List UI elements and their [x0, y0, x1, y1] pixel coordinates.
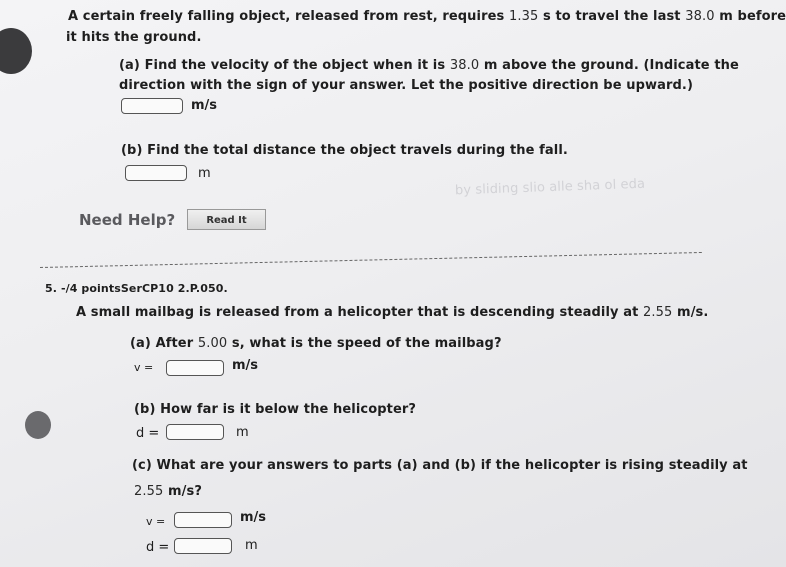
problem4-intro-line2: it hits the ground.	[66, 30, 202, 45]
problem5-part-b: (b) How far is it below the helicopter?	[134, 402, 417, 417]
problem5-part-a: (a) After 5.00 s, what is the speed of the mailbag?	[130, 336, 502, 351]
problem5-header: 5. -/4 pointsSerCP10 2.P.050.	[45, 282, 228, 295]
answer-5c-d-input[interactable]	[174, 538, 232, 554]
problem5-part-c-line2: 2.55 m/s?	[134, 484, 202, 499]
answer-4a-input[interactable]	[121, 98, 183, 114]
binder-hole-bottom	[25, 411, 51, 439]
answer-5c-v-var: v =	[146, 515, 166, 528]
answer-5b-input[interactable]	[166, 424, 224, 440]
answer-5b-unit: m	[236, 425, 249, 440]
problem4-intro-line1: A certain freely falling object, released from rest, requires 1.35 s to travel the last 38.0 m before	[68, 9, 786, 24]
bleed-through-text: by sliding slio alle sha ol eda	[454, 176, 646, 199]
problem4-part-a: (a) Find the velocity of the object when it is 38.0 m above the ground. (Indicate the	[119, 58, 739, 73]
problem5-intro: A small mailbag is released from a helicopter that is descending steadily at 2.55 m/s.	[76, 305, 709, 320]
answer-5c-d-var: d =	[146, 540, 170, 555]
answer-4b-input[interactable]	[125, 165, 187, 181]
problem5-part-c: (c) What are your answers to parts (a) and (b) if the helicopter is rising steadily at	[132, 458, 748, 473]
problem4-part-a-line2: direction with the sign of your answer. Let the positive direction be upward.)	[119, 78, 693, 93]
answer-5a-input[interactable]	[166, 360, 224, 376]
answer-5b-var: d =	[136, 426, 160, 441]
question-separator	[40, 252, 702, 268]
answer-5a-var: v =	[134, 361, 154, 374]
answer-5c-d-unit: m	[245, 538, 258, 553]
answer-4a-unit: m/s	[191, 98, 218, 113]
read-it-button[interactable]: Read It	[187, 209, 266, 230]
problem4-part-b: (b) Find the total distance the object travels during the fall.	[121, 143, 568, 158]
answer-5c-v-input[interactable]	[174, 512, 232, 528]
answer-4b-unit: m	[198, 166, 211, 181]
binder-hole-top	[0, 28, 32, 74]
answer-5a-unit: m/s	[232, 358, 259, 373]
answer-5c-v-unit: m/s	[240, 510, 267, 525]
need-help-label: Need Help?	[79, 211, 176, 229]
